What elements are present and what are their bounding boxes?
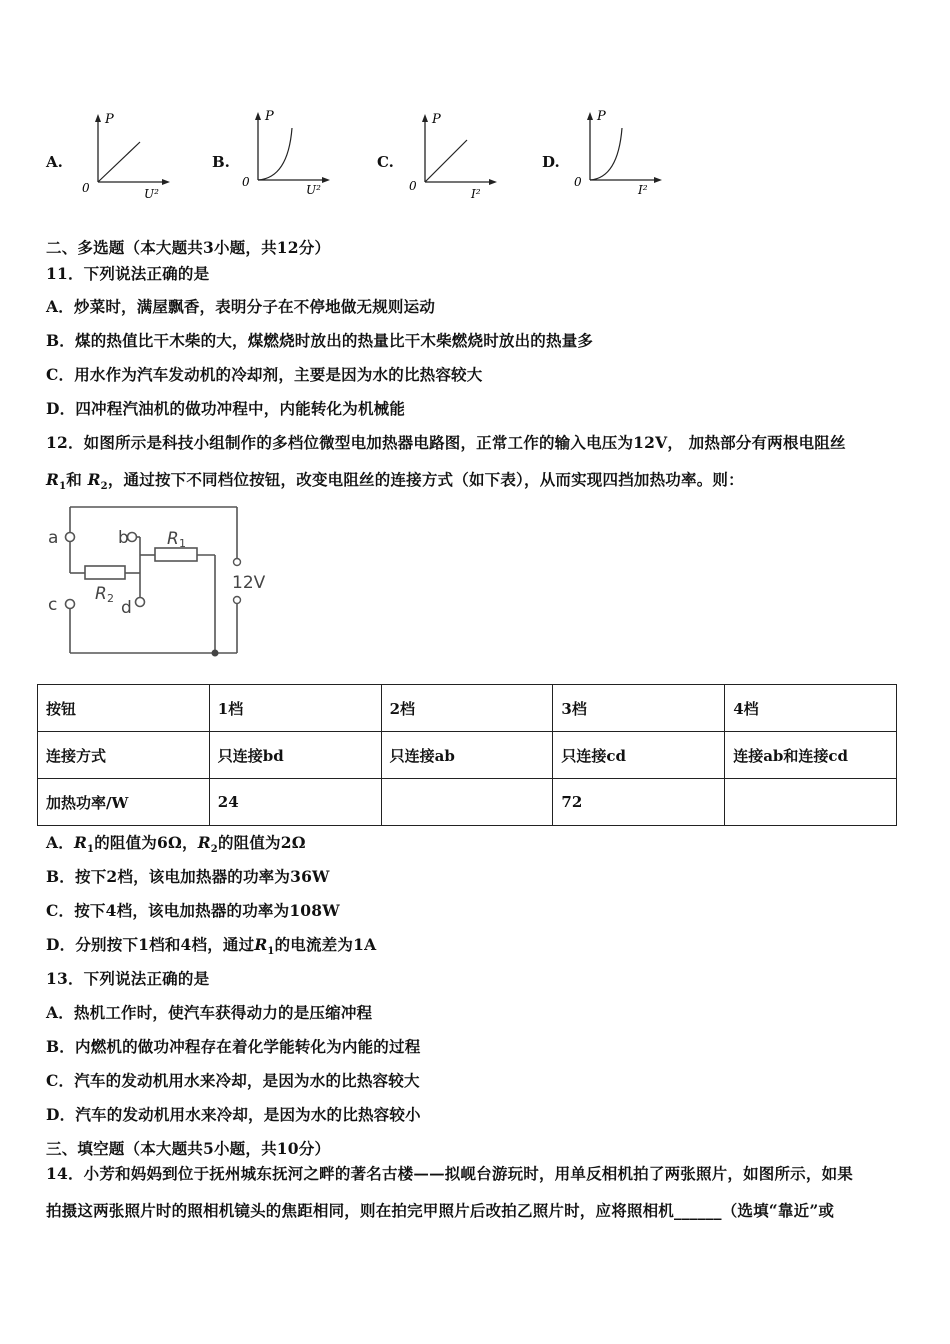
graph-b-x-label: U² [306,183,321,197]
q12-option-a-mid: 的阻值为6Ω， [94,833,198,852]
q13-option-d: D．汽车的发动机用水来冷却，是因为水的比热容较小 [46,1105,421,1124]
graph-d-y-arrow [587,112,593,120]
graph-c [405,110,505,200]
q11-stem: 11．下列说法正确的是 [46,264,210,283]
graph-d [570,106,670,198]
q12-r1: R [46,470,60,489]
table-cell: 4档 [725,685,897,732]
q12-option-a-r2-sub: 2 [210,844,218,856]
q12-option-a [46,831,306,855]
terminal-c-circle [66,600,75,609]
terminal-b-circle [128,533,137,542]
table-cell: 2档 [381,685,553,732]
label-voltage: 12V [232,573,266,593]
q12-option-a-prefix: A． [46,833,74,852]
graph-a-y-arrow [95,114,101,122]
battery-top-terminal [234,559,241,566]
table-cell: 只连接bd [209,732,381,779]
q14-line1: 14．小芳和妈妈到位于抚州城东抚河之畔的著名古楼——拟岘台游玩时，用单反相机拍了两张照片，如图所示，如果 [46,1164,853,1183]
graph-c-origin: 0 [409,179,417,193]
table-cell: 24 [209,779,381,826]
q13-option-c: C．汽车的发动机用水来冷却，是因为水的比热容较大 [46,1071,420,1090]
q12-r1-sub: 1 [59,481,67,493]
q14-line2: 拍摄这两张照片时的照相机镜头的焦距相同，则在拍完甲照片后改拍乙照片时，应将照相机______（选填“靠近”或 [46,1201,835,1220]
q12-stem-line2-rest: ，通过按下不同档位按钮，改变电阻丝的连接方式（如下表），从而实现四挡加热功率。则： [107,470,744,489]
battery-bottom-terminal [234,597,241,604]
q12-option-d-sub: 1 [267,946,275,958]
terminal-a-circle [66,533,75,542]
graph-b-y-arrow [255,112,261,120]
q12-option-b: B．按下2档，该电加热器的功率为36W [46,867,330,886]
q11-option-b: B．煤的热值比干木柴的大，煤燃烧时放出的热量比干木柴燃烧时放出的热量多 [46,331,594,350]
graph-c-x-arrow [489,179,497,185]
q11-option-a: A．炒菜时，满屋飘香，表明分子在不停地做无规则运动 [46,297,436,316]
resistor-r2 [85,566,125,579]
graph-d-y-label: P [597,109,606,124]
graph-c-y-label: P [432,112,441,127]
graph-c-line [425,140,467,182]
graph-option-b-label: B. [212,153,230,171]
q13-stem: 13．下列说法正确的是 [46,969,210,988]
q13-option-b: B．内燃机的做功冲程存在着化学能转化为内能的过程 [46,1037,421,1056]
graph-d-origin: 0 [574,175,582,189]
q12-r2: R [87,470,101,489]
graph-option-c-label: C. [377,153,394,171]
q12-r2-sub: 2 [100,481,108,493]
q12-option-d-end: 的电流差为1A [274,935,377,954]
label-r2-sub: 2 [107,592,114,605]
graph-b [238,106,338,198]
q13-option-a: A．热机工作时，使汽车获得动力的是压缩冲程 [46,1003,373,1022]
table-cell: 3档 [553,685,725,732]
q12-option-a-r2: R [197,833,211,852]
q12-option-d [46,933,376,957]
graph-c-y-arrow [422,114,428,122]
graph-option-a-label: A. [46,153,63,171]
graph-a-x-arrow [162,179,170,185]
graph-d-x-arrow [654,177,662,183]
table-row [38,779,897,826]
resistor-r1 [155,548,197,561]
circuit-diagram [40,500,290,665]
table-row [38,732,897,779]
graph-a-line [98,142,140,182]
graph-a-y-label: P [105,112,114,127]
label-a: a [48,528,59,548]
graph-a [78,110,178,200]
label-r1-sub: 1 [179,537,186,550]
q12-option-a-r1-sub: 1 [87,844,95,856]
table-row [38,685,897,732]
graph-option-d-label: D. [542,153,560,171]
table-cell: 加热功率/W [38,779,210,826]
q11-option-d: D．四冲程汽油机的做功冲程中，内能转化为机械能 [46,399,406,418]
table-cell: 按钮 [38,685,210,732]
table-cell: 72 [553,779,725,826]
q12-option-a-end: 的阻值为2Ω [217,833,306,852]
q12-and: 和 [66,470,82,489]
label-b: b [118,528,129,548]
table-cell: 连接方式 [38,732,210,779]
table-cell [381,779,553,826]
label-r1: R [167,529,179,549]
q12-table [37,684,897,826]
table-cell [725,779,897,826]
terminal-d-circle [136,598,145,607]
label-r2: R [95,584,107,604]
table-cell: 连接ab和连接cd [725,732,897,779]
section3-title: 三、填空题（本大题共5小题，共10分） [46,1139,331,1158]
section2-title: 二、多选题（本大题共3小题，共12分） [46,238,331,257]
label-d: d [121,598,132,618]
junction-dot [212,650,219,657]
graph-a-x-label: U² [144,187,159,200]
table-cell: 1档 [209,685,381,732]
graph-b-curve [258,128,292,180]
graph-b-origin: 0 [242,175,250,189]
q12-stem-line1: 12．如图所示是科技小组制作的多档位微型电加热器电路图，正常工作的输入电压为12V， 加热部分有两根电阻丝 [46,433,846,452]
q11-option-c: C．用水作为汽车发动机的冷却剂，主要是因为水的比热容较大 [46,365,483,384]
graph-d-x-label: I² [638,183,648,197]
table-cell: 只连接cd [553,732,725,779]
graph-b-y-label: P [265,109,274,124]
graph-a-origin: 0 [82,181,90,195]
q12-option-d-prefix: D．分别按下1档和4档，通过 [46,935,255,954]
q12-option-d-r: R [254,935,268,954]
graph-b-x-arrow [322,177,330,183]
q12-option-c: C．按下4档，该电加热器的功率为108W [46,901,340,920]
graph-d-curve [590,128,622,180]
q12-option-a-r1: R [73,833,88,852]
table-cell: 只连接ab [381,732,553,779]
label-c: c [48,595,58,615]
graph-c-x-label: I² [471,187,481,200]
q12-stem-line2 [46,468,744,492]
